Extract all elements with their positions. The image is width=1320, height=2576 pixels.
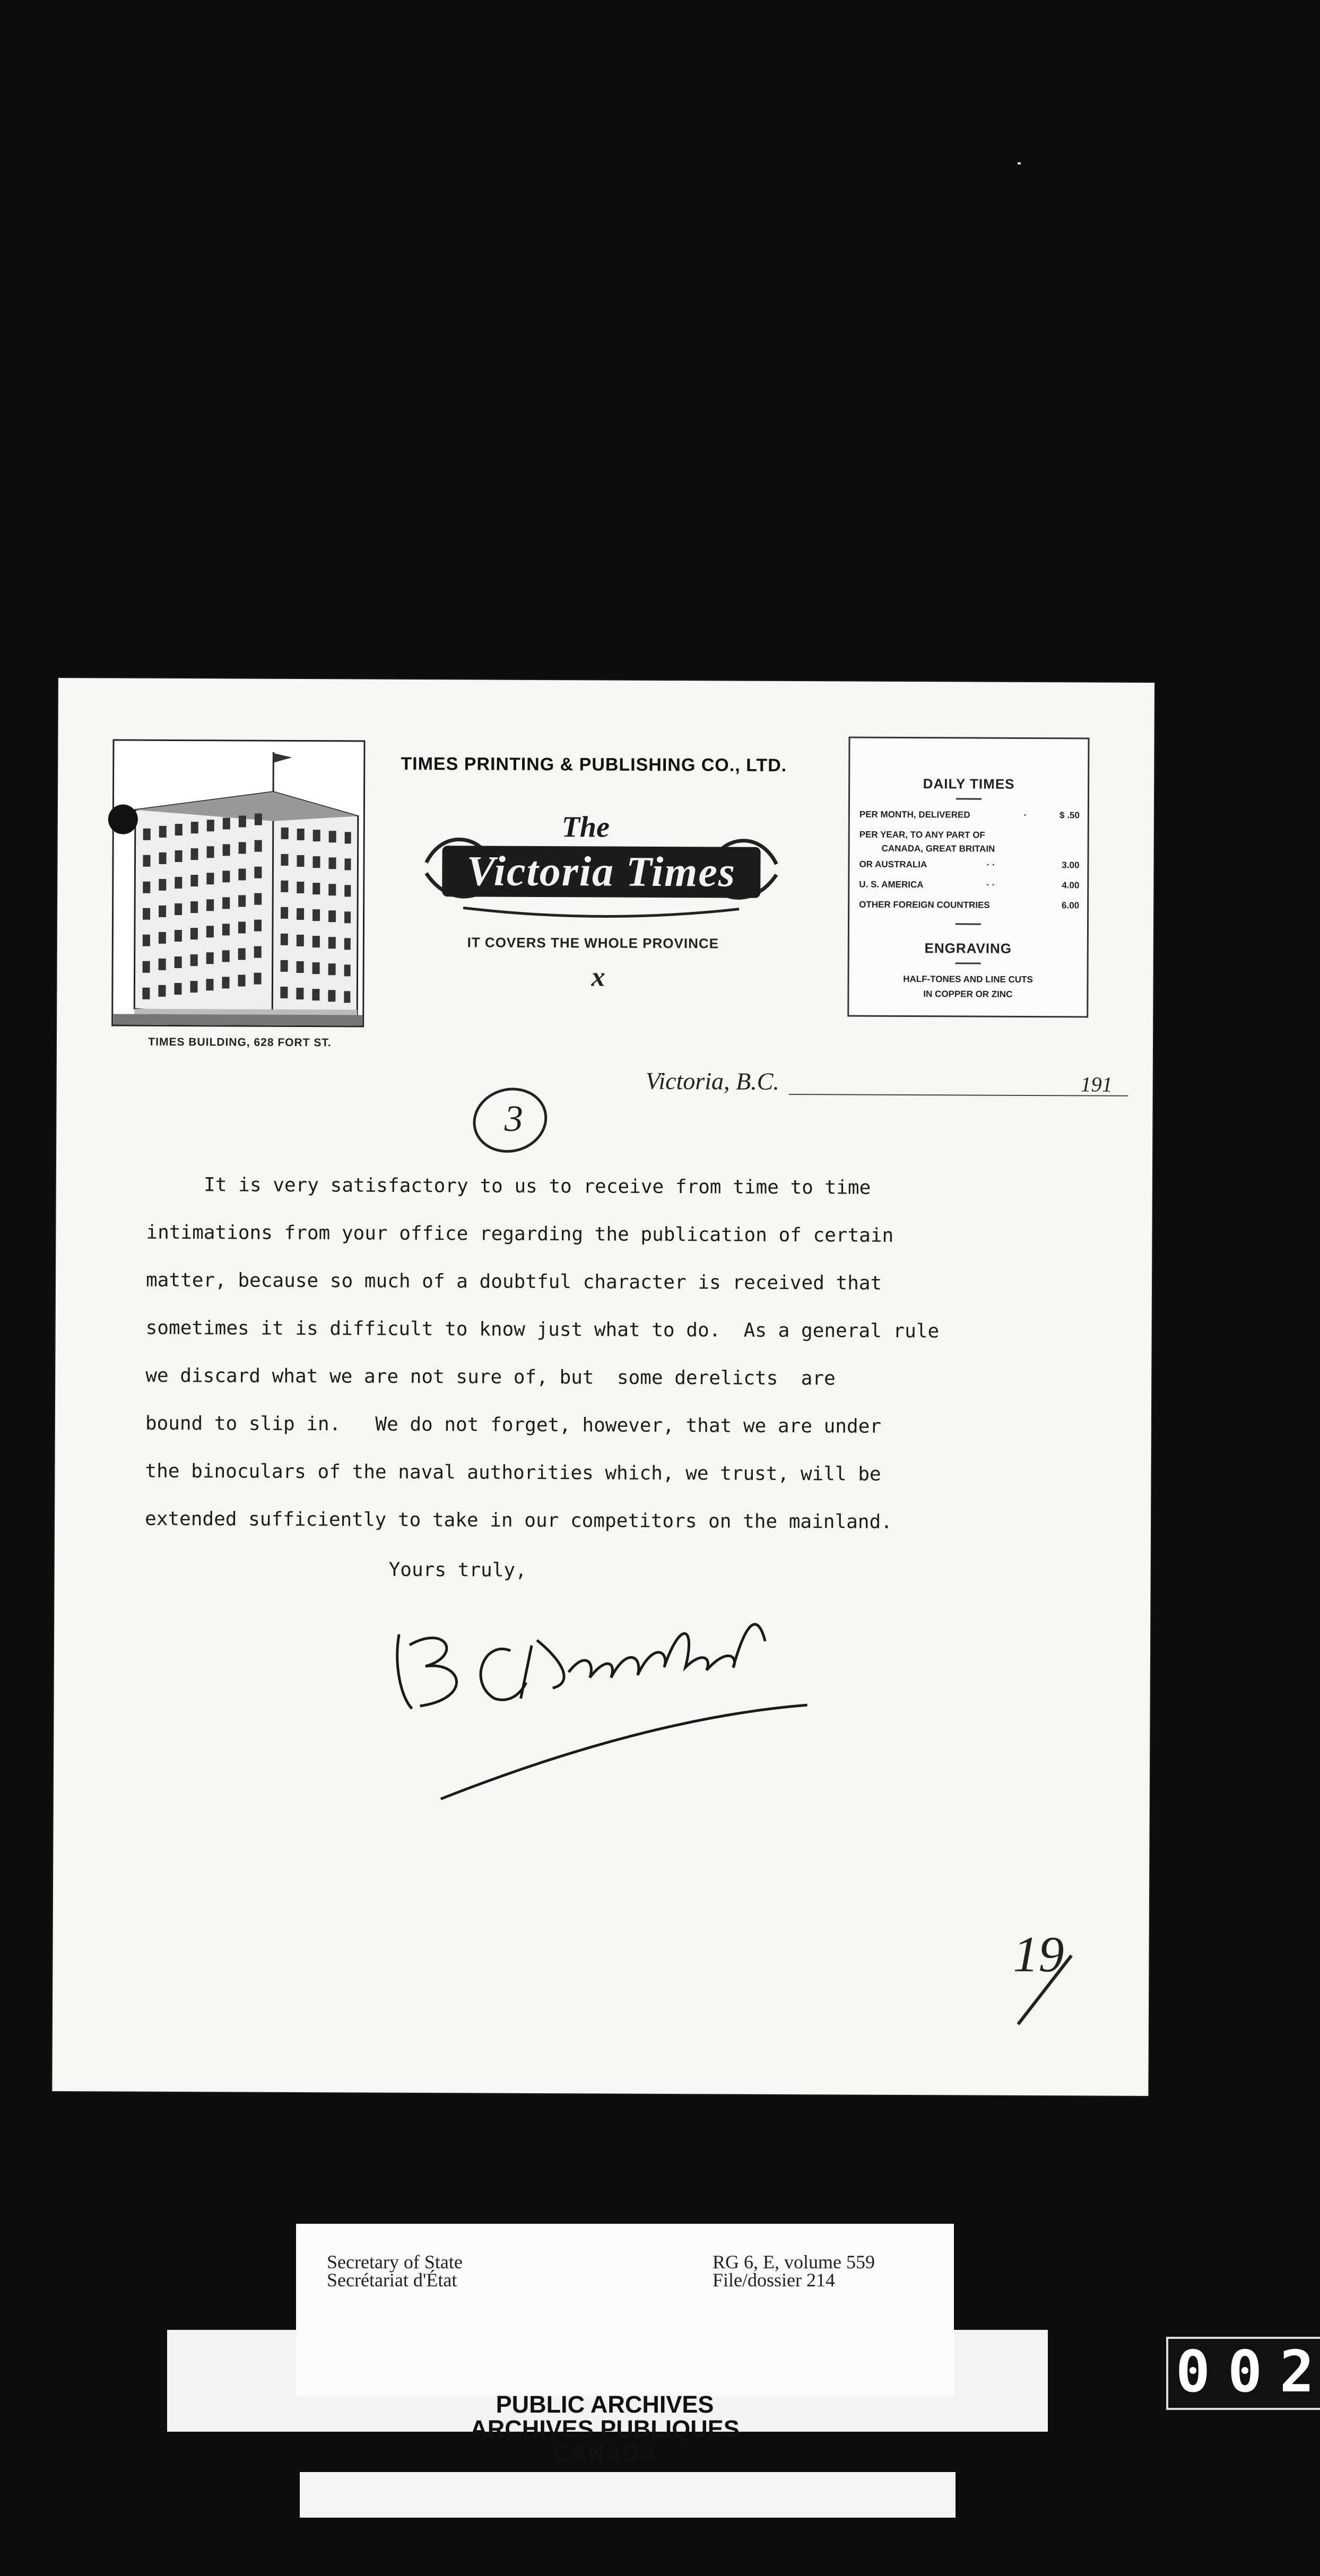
svg-text:3: 3: [504, 1098, 524, 1139]
rate-per-year-line2: CANADA, GREAT BRITAIN: [881, 843, 995, 854]
record-group: RG 6, E, volume 559: [713, 2251, 875, 2273]
rule: [956, 962, 981, 964]
circled-handwritten-number: [470, 1083, 550, 1158]
tagline: IT COVERS THE WHOLE PROVINCE: [467, 934, 719, 952]
label-strip: [300, 2472, 956, 2518]
dateline-rule: [789, 1094, 1128, 1096]
body-line: It is very satisfactory to us to receive from time to time: [146, 1173, 871, 1199]
archives-line: ARCHIVES PUBLIQUES: [470, 2415, 740, 2442]
rule: [956, 923, 981, 925]
rate-per-year-line1: PER YEAR, TO ANY PART OF: [859, 829, 985, 840]
body-line: bound to slip in. We do not forget, however, that we are under: [145, 1412, 882, 1438]
subscription-rates-box: [847, 737, 1089, 1018]
file-number: File/dossier 214: [713, 2269, 835, 2291]
punch-hole: [108, 804, 138, 834]
department-english: Secretary of State: [327, 2251, 463, 2273]
rate-per-month: PER MONTH, DELIVERED · $ .50: [859, 809, 1080, 821]
ornament-mark: x: [591, 962, 605, 993]
public-archives-label: [260, 2392, 950, 2466]
archives-line: CANADA: [553, 2440, 657, 2467]
company-name: TIMES PRINTING & PUBLISHING CO., LTD.: [401, 753, 787, 776]
archive-reference-card: [296, 2224, 954, 2396]
counter-digit: 0: [1176, 2339, 1211, 2405]
body-line: matter, because so much of a doubtful character is received that: [145, 1269, 882, 1294]
archives-line: PUBLIC ARCHIVES: [496, 2391, 714, 2418]
engraving-title: ENGRAVING: [924, 940, 1012, 956]
engraving-line1: HALF-TONES AND LINE CUTS: [903, 973, 1033, 985]
counter-digit: 2: [1280, 2339, 1315, 2405]
building-caption: TIMES BUILDING, 628 FORT ST.: [148, 1035, 332, 1049]
closing: Yours truly,: [388, 1559, 527, 1581]
dateline-place: Victoria, B.C.: [645, 1067, 779, 1095]
daily-times-title: DAILY TIMES: [923, 776, 1015, 792]
svg-text:19: 19: [1013, 1925, 1064, 1983]
body-line: intimations from your office regarding the publication of certain: [146, 1221, 894, 1247]
body-line: we discard what we are not sure of, but some derelicts are: [145, 1364, 836, 1390]
rate-foreign: OTHER FOREIGN COUNTRIES 6.00: [859, 899, 1080, 911]
letter-page: [52, 678, 1154, 2096]
frame-counter: [1166, 2337, 1320, 2410]
dateline: [646, 1067, 1155, 1106]
body-line: sometimes it is difficult to know just what to do. As a general rule: [145, 1317, 940, 1343]
rule: [956, 798, 982, 799]
letter-body: [145, 1161, 1128, 1547]
folio-number: [992, 1918, 1098, 2030]
rate-usa: U. S. AMERICA · · 4.00: [859, 879, 1080, 891]
counter-digit: 0: [1228, 2339, 1263, 2405]
body-line: the binoculars of the naval authorities which, we trust, will be: [145, 1460, 881, 1485]
rate-australia: OR AUSTRALIA · · 3.00: [859, 859, 1080, 871]
victoria-times-logo: [410, 799, 793, 928]
svg-text:The: The: [561, 811, 610, 844]
signature: [361, 1576, 840, 1822]
film-speck: [1018, 162, 1021, 164]
body-line: extended sufficiently to take in our competitors on the mainland.: [144, 1508, 892, 1533]
engraving-line2: IN COPPER OR ZINC: [923, 989, 1013, 999]
svg-text:Victoria Times: Victoria Times: [466, 848, 736, 896]
dateline-year: 191: [1080, 1072, 1113, 1096]
department-french: Secrétariat d'État: [327, 2269, 457, 2291]
times-building-illustration: [111, 739, 365, 1027]
